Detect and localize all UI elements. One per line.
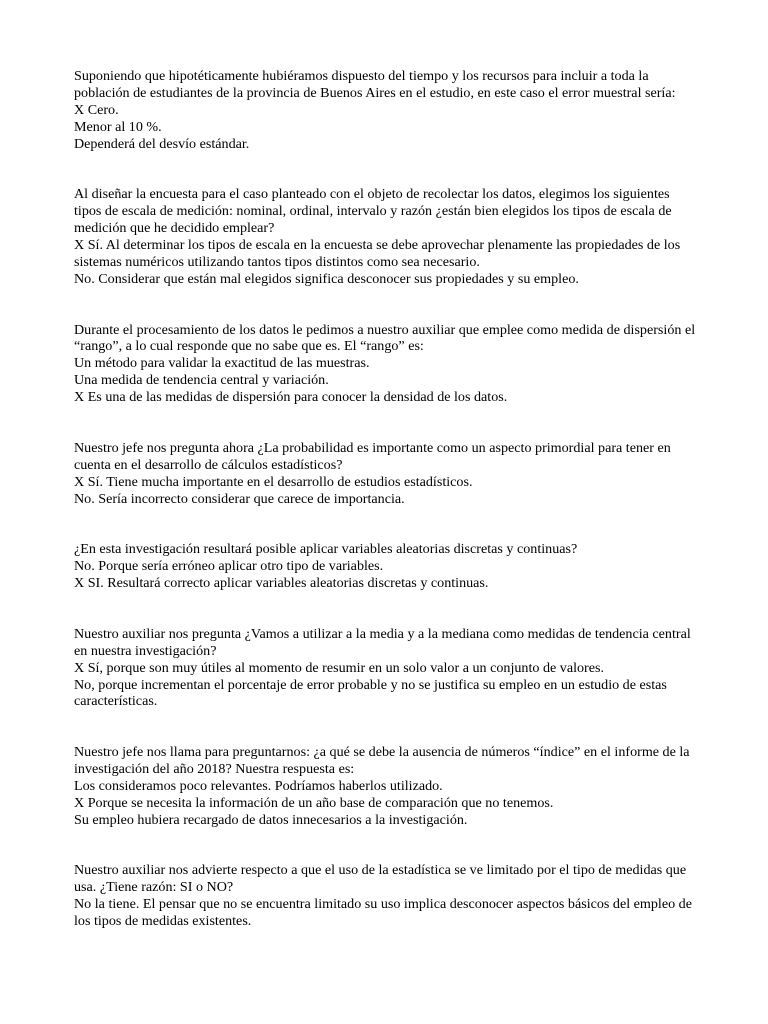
question-text: Al diseñar la encuesta para el caso planteado con el objeto de recolectar los datos, elegimos los siguientes tipos de escala de medición: nominal, ordinal, intervalo y razón ¿están bien elegidos los tipos de escala de medición que he decidido emplear? <box>74 186 672 237</box>
answer-option: Su empleo hubiera recargado de datos innecesarios a la investigación. <box>74 811 468 828</box>
question-block <box>74 186 696 287</box>
document-body <box>74 68 696 930</box>
answer-option: No la tiene. El pensar que no se encuentra limitado su uso implica desconocer aspectos básicos del empleo de los tipos de medidas existentes. <box>74 896 692 930</box>
question-text: Suponiendo que hipotéticamente hubiéramos dispuesto del tiempo y los recursos para incluir a toda la población de estudiantes de la provincia de Buenos Aires en el estudio, en este caso el error muestral sería: <box>74 68 676 101</box>
question-block <box>74 440 696 508</box>
answer-option: X Sí. Al determinar los tipos de escala en la encuesta se debe aprovechar plenamente las propiedades de los sistemas numéricos utilizando tantos tipos distintos como sea necesario. <box>74 237 681 270</box>
answer-option: Menor al 10 %. <box>74 118 162 135</box>
question-block <box>74 68 696 153</box>
question-block <box>74 541 696 592</box>
question-block <box>74 626 696 711</box>
question-block <box>74 322 696 407</box>
answer-option: No. Porque sería erróneo aplicar otro tipo de variables. <box>74 558 384 575</box>
question-text: ¿En esta investigación resultará posible aplicar variables aleatorias discretas y continuas? <box>74 541 578 558</box>
answer-option: No. Considerar que están mal elegidos significa desconocer sus propiedades y su empleo. <box>74 270 579 287</box>
question-text: Nuestro jefe nos pregunta ahora ¿La probabilidad es importante como un aspecto primordial para tener en cuenta en el desarrollo de cálculos estadísticos? <box>74 439 671 473</box>
answer-option: Un método para validar la exactitud de las muestras. <box>74 355 370 372</box>
question-block <box>74 862 696 930</box>
answer-option: No. Sería incorrecto considerar que carece de importancia. <box>74 490 405 507</box>
answer-option: No, porque incrementan el porcentaje de error probable y no se justifica su empleo en un estudio de estas características. <box>74 676 667 710</box>
answer-option: Una medida de tendencia central y variación. <box>74 372 329 389</box>
question-text: Nuestro auxiliar nos pregunta ¿Vamos a utilizar a la media y a la mediana como medidas de tendencia central en nuestra investigación? <box>74 625 691 659</box>
answer-option: X Sí. Tiene mucha importante en el desarrollo de estudios estadísticos. <box>74 473 473 490</box>
answer-option: Dependerá del desvío estándar. <box>74 135 250 152</box>
answer-option: X Cero. <box>74 101 119 118</box>
answer-option: Los consideramos poco relevantes. Podríamos haberlos utilizado. <box>74 777 443 794</box>
answer-option: X Es una de las medidas de dispersión para conocer la densidad de los datos. <box>74 389 508 406</box>
answer-option: X Porque se necesita la información de un año base de comparación que no tenemos. <box>74 794 554 811</box>
answer-option: X Sí, porque son muy útiles al momento de resumir en un solo valor a un conjunto de valores. <box>74 659 604 676</box>
question-block <box>74 744 696 829</box>
question-text: Nuestro auxiliar nos advierte respecto a que el uso de la estadística se ve limitado por el tipo de medidas que usa. ¿Tiene razón: SI o NO? <box>74 862 687 896</box>
answer-option: X SI. Resultará correcto aplicar variables aleatorias discretas y continuas. <box>74 575 489 592</box>
question-text: Durante el procesamiento de los datos le pedimos a nuestro auxiliar que emplee como medida de dispersión el “rango”, a lo cual responde que no sabe que es. El “rango” es: <box>74 321 696 355</box>
question-text: Nuestro jefe nos llama para preguntarnos: ¿a qué se debe la ausencia de números “índice” en el informe de la investigación del año 2018? Nuestra respuesta es: <box>74 744 690 778</box>
